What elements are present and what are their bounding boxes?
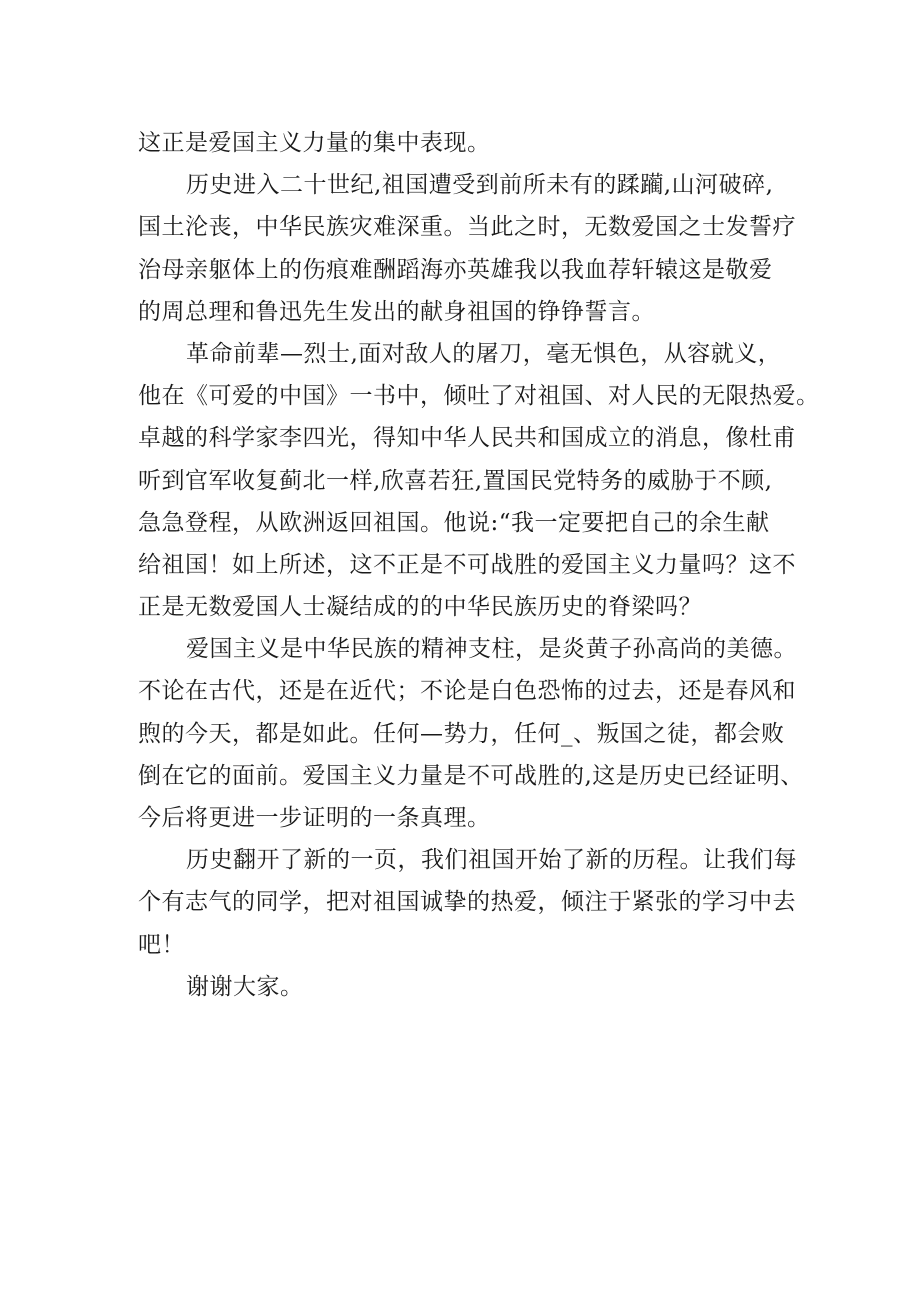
text-line: 正是无数爱国人士凝结成的的中华民族历史的脊梁吗？ (138, 594, 702, 621)
text-line: 吧！ (138, 931, 185, 958)
text-line: 爱国主义是中华民族的精神支柱，是炎黄子孙高尚的美德。 (186, 636, 797, 663)
text-line: 卓越的科学家李四光，得知中华人民共和国成立的消息，像杜甫 (138, 425, 796, 452)
text-line: 这正是爱国主义力量的集中表现。 (138, 130, 491, 156)
document-body (138, 122, 820, 1008)
text-line: 给祖国！如上所述，这不正是不可战胜的爱国主义力量吗？这不 (138, 551, 796, 578)
text-line: 革命前辈—烈士,面对敌人的屠刀，毫无惧色，从容就义， (186, 340, 782, 367)
text-line: 今后将更进一步证明的一条真理。 (138, 805, 491, 831)
text-line: 治母亲躯体上的伤痕难酬蹈海亦英雄我以我血荐轩辕这是敬爱 (138, 256, 773, 283)
text-line: 听到官军收复蓟北一样,欣喜若狂,置国民党特务的威胁于不顾, (138, 467, 773, 494)
text-line: 他在《可爱的中国》一书中，倾吐了对祖国、对人民的无限热爱。 (138, 383, 820, 410)
text-line: 煦的今天，都是如此。任何—势力，任何_、叛国之徒，都会败 (138, 720, 785, 747)
text-line: 国土沦丧，中华民族灾难深重。当此之时，无数爱国之士发誓疗 (138, 214, 796, 241)
text-line: 个有志气的同学，把对祖国诚挚的热爱，倾注于紧张的学习中去 (138, 889, 796, 916)
text-line: 的周总理和鲁迅先生发出的献身祖国的铮铮誓言。 (138, 298, 655, 325)
text-line: 倒在它的面前。爱国主义力量是不可战胜的,这是历史已经证明、 (138, 762, 804, 789)
text-line: 历史进入二十世纪,祖国遭受到前所未有的蹂躏,山河破碎, (186, 172, 774, 199)
text-line: 历史翻开了新的一页，我们祖国开始了新的历程。让我们每 (186, 847, 797, 874)
text-line: 急急登程，从欧洲返回祖国。他说:“我一定要把自己的余生献 (138, 509, 770, 536)
text-line: 不论在古代，还是在近代；不论是白色恐怖的过去，还是春风和 (138, 678, 796, 705)
text-line: 谢谢大家。 (186, 973, 304, 1000)
